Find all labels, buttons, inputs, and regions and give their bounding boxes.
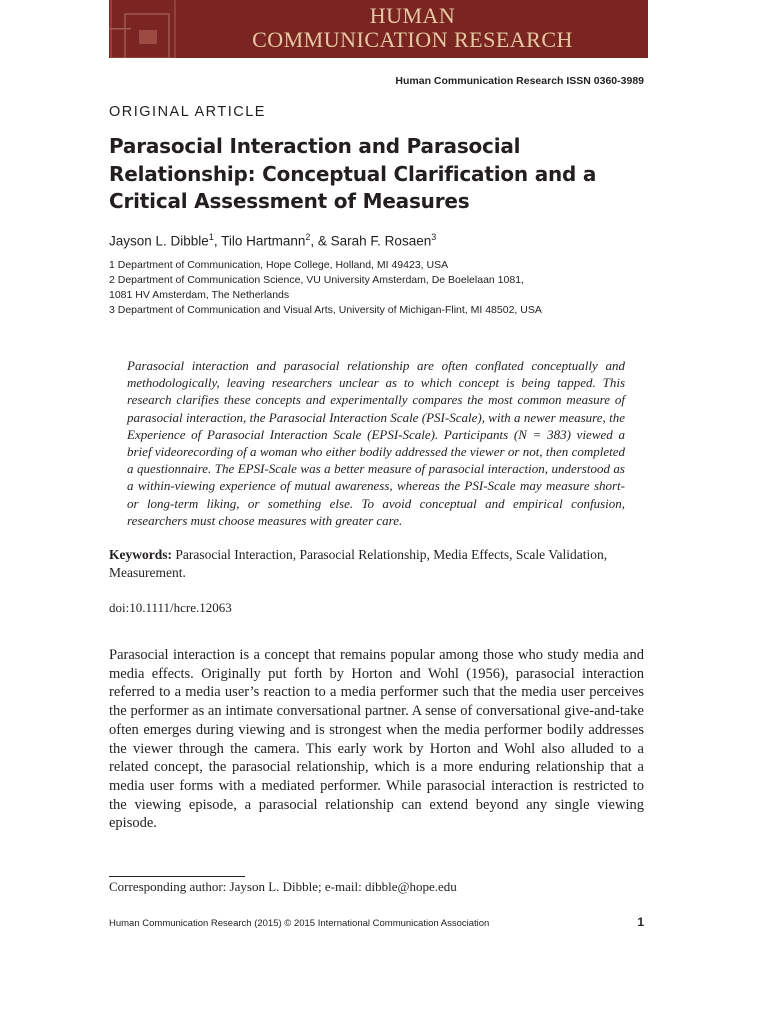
- author-affil-mark: 3: [431, 232, 437, 242]
- affiliation-line: 1 Department of Communication, Hope College, Holland, MI 49423, USA: [109, 259, 449, 271]
- affiliation-line: 1081 HV Amsterdam, The Netherlands: [109, 289, 290, 301]
- title-line: Parasocial Interaction and Parasocial: [109, 134, 521, 158]
- page-number: 1: [637, 915, 644, 929]
- author-affil-mark: 1: [208, 232, 214, 242]
- author-separator: , &: [310, 233, 331, 249]
- author-name: Tilo Hartmann: [221, 233, 306, 249]
- article-title: [109, 133, 649, 216]
- author-name: Sarah F. Rosaen: [330, 233, 432, 249]
- affiliation-line: 2 Department of Communication Science, VU University Amsterdam, De Boelelaan 1081,: [109, 274, 524, 286]
- journal-name-line2: COMMUNICATION RESEARCH: [252, 27, 573, 52]
- page-footer: Human Communication Research (2015) © 2015 International Communication Association: [109, 918, 490, 929]
- section-label: ORIGINAL ARTICLE: [109, 104, 266, 120]
- affiliations: [109, 258, 649, 318]
- keywords-list: Parasocial Interaction, Parasocial Relationship, Media Effects, Scale Validation, Measurement.: [109, 547, 608, 580]
- corresponding-author-note: Corresponding author: Jayson L. Dibble; e-mail: dibble@hope.edu: [109, 879, 457, 894]
- journal-banner: [109, 0, 648, 58]
- title-line: Critical Assessment of Measures: [109, 189, 470, 213]
- abstract: Parasocial interaction and parasocial relationship are often conflated conceptually and methodologically, leaving researchers unclear as to which concept is being tapped. This research clarifies these concepts and experimentally compares the most common measure of parasocial interaction, the Parasocial Interaction Scale (PSI-Scale), with a newer measure, the Experience of Parasocial Interaction Scale (EPSI-Scale). Participants (N = 383) viewed a brief videorecording of a woman who either bodily addressed the viewer or not, then completed a questionnaire. The EPSI-Scale was a better measure of parasocial interaction, understood as a within-viewing experience of mutual awareness, whereas the PSI-Scale may measure short- or long-term liking, or something else. To avoid conceptual and empirical confusion, researchers must choose measures with greater care.: [127, 358, 625, 528]
- affiliation-line: 3 Department of Communication and Visual Arts, University of Michigan-Flint, MI 48502, USA: [109, 304, 542, 316]
- footnote-divider: [109, 876, 245, 877]
- doi-link[interactable]: doi:10.1111/hcre.12063: [109, 600, 232, 615]
- author-affil-mark: 2: [305, 232, 311, 242]
- body-paragraph: Parasocial interaction is a concept that remains popular among those who study media and media effects. Originally put forth by Horton and Wohl (1956), parasocial interaction referred to a media user’s reaction to a media performer such that the media user perceives the performer as an intimate conversational partner. A sense of conversational give-and-take often emerges during viewing and is strongest when the media performer bodily addresses the viewer through the camera. This early work by Horton and Wohl also alluded to a related concept, the parasocial relationship, which is a more enduring relationship that a media user forms with a mediated performer. While parasocial interaction is restricted to the viewing episode, a parasocial relationship can extend beyond any single viewing episode.: [109, 647, 644, 832]
- author-name: Jayson L. Dibble: [109, 233, 209, 249]
- keywords-label: Keywords:: [109, 547, 172, 562]
- journal-name-line1: HUMAN: [369, 3, 456, 28]
- issn-line: Human Communication Research ISSN 0360-3989: [395, 75, 644, 87]
- author-separator: ,: [213, 233, 222, 249]
- author-list: [109, 232, 436, 249]
- journal-logo-icon: [109, 0, 177, 58]
- keywords: [109, 546, 644, 581]
- title-line: Relationship: Conceptual Clarification and a: [109, 161, 597, 186]
- journal-name: [177, 4, 648, 52]
